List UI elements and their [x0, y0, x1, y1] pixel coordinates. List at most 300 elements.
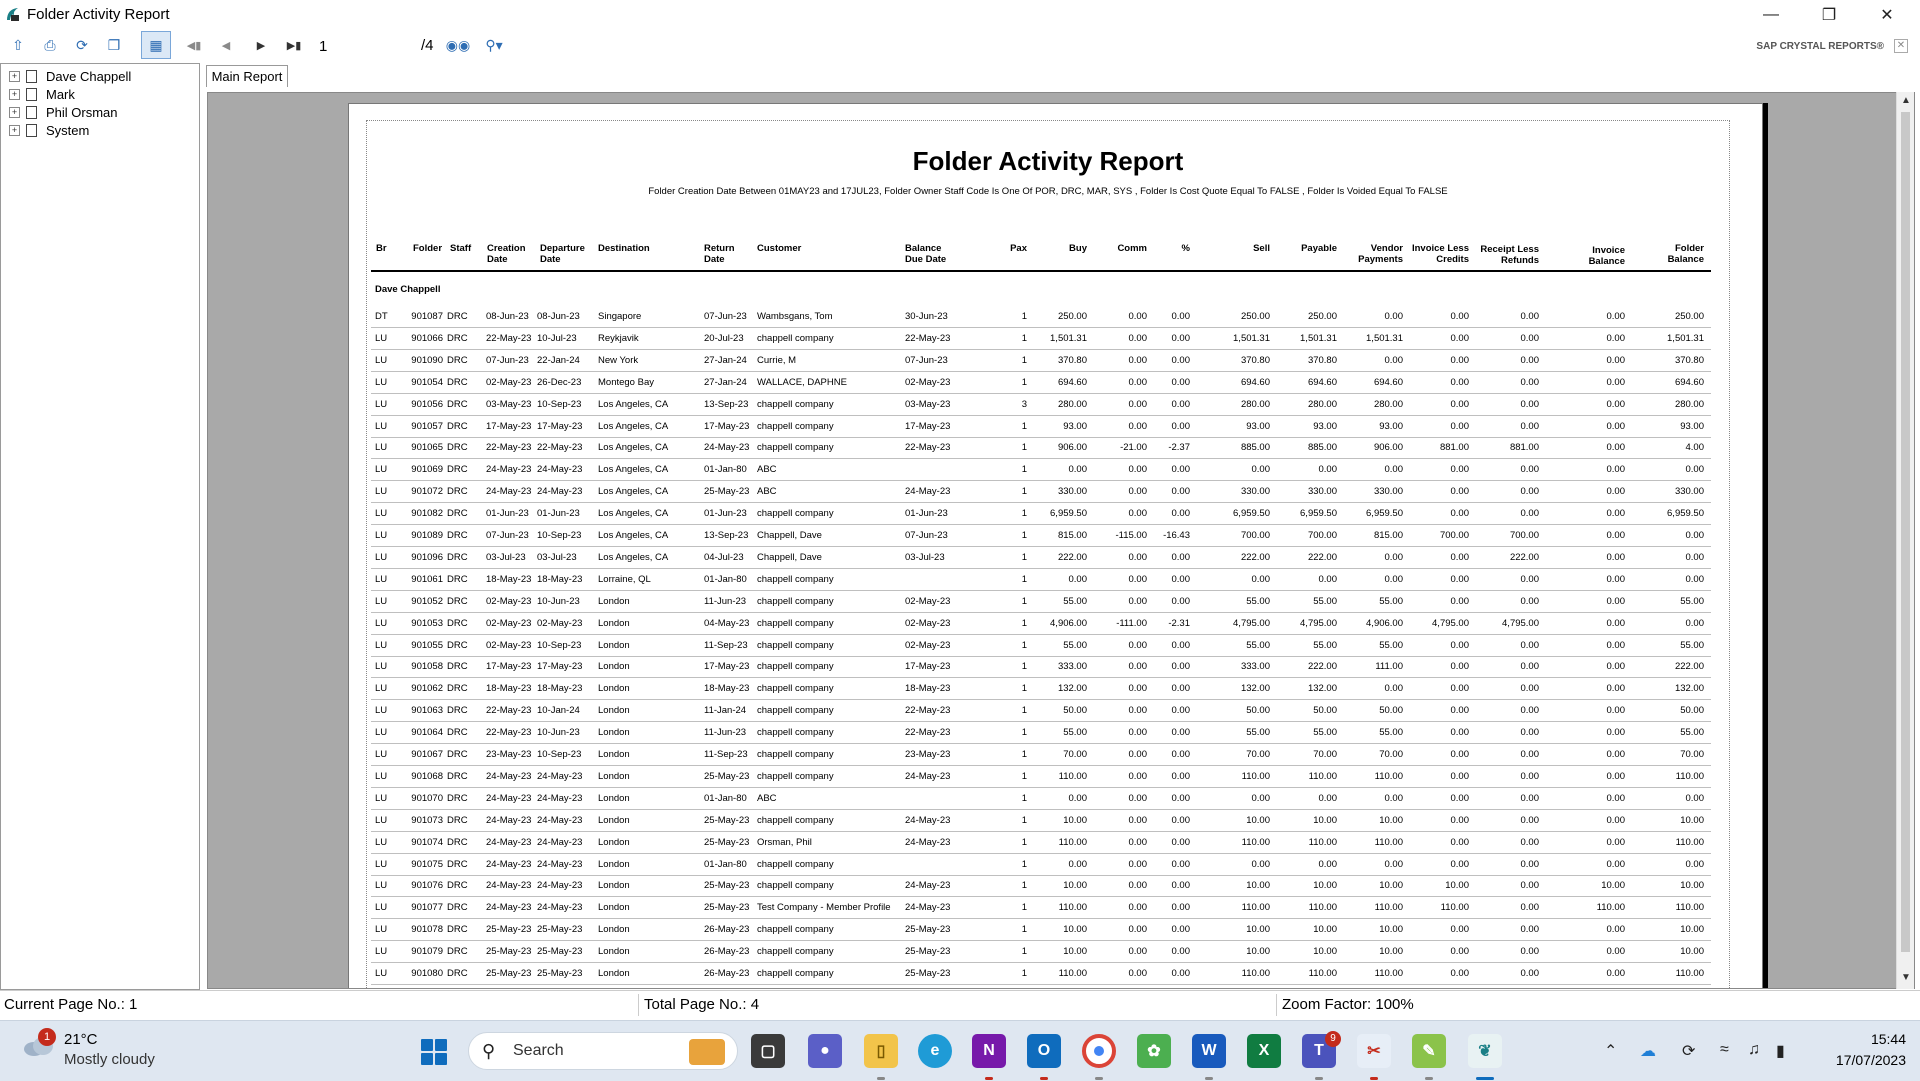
cell-creation-date: 02-May-23 [486, 376, 532, 388]
teams-icon[interactable]: T [1302, 1034, 1336, 1068]
cell-invoice-less-credits: 0.00 [1450, 968, 1469, 979]
table-row [371, 831, 1711, 854]
cell-br: LU [375, 332, 388, 344]
previous-page-icon[interactable]: ◀ [221, 39, 231, 52]
cell-destination: London [598, 792, 630, 804]
expand-icon[interactable]: + [9, 125, 20, 136]
col-header-line: Receipt Less [1480, 244, 1539, 255]
crystal-reports-taskbar-icon[interactable]: ❦ [1468, 1034, 1502, 1068]
cell-customer: Test Company - Member Profile [757, 902, 891, 914]
cell-invoice-balance: 0.00 [1606, 727, 1625, 739]
cell-staff: DRC [447, 683, 468, 695]
image-editor-icon[interactable]: ✎ [1412, 1034, 1446, 1068]
cell-balance-due-date: 02-May-23 [905, 617, 951, 629]
cell-payable: 110.00 [1308, 902, 1337, 914]
cell-staff: DRC [447, 749, 468, 760]
weather-badge: 1 [38, 1028, 56, 1046]
cell-destination: London [598, 705, 630, 717]
cell-folder-balance: 0.00 [1685, 792, 1704, 804]
cell-payable: 6,959.50 [1300, 508, 1337, 520]
copy-icon[interactable]: ❐ [107, 36, 121, 53]
cell-invoice-less-credits: 10.00 [1445, 880, 1469, 892]
cell-comm: 0.00 [1128, 332, 1147, 344]
cell-percent: 0.00 [1171, 661, 1190, 673]
cell-invoice-less-credits: 4,795.00 [1432, 617, 1469, 629]
cell-staff: DRC [447, 617, 468, 629]
group-header-name: Dave Chappell [375, 284, 441, 295]
cell-vendor-payments: 10.00 [1379, 946, 1403, 958]
cell-percent: 0.00 [1171, 486, 1190, 498]
header-divider [371, 270, 1711, 272]
cell-br: LU [375, 464, 388, 476]
table-row [371, 415, 1711, 438]
onenote-icon[interactable]: N [972, 1034, 1006, 1068]
cell-payable: 50.00 [1313, 705, 1337, 717]
cell-folder: 901082 [411, 508, 443, 520]
cell-balance-due-date: 22-May-23 [905, 332, 951, 344]
cell-balance-due-date: 24-May-23 [905, 836, 951, 848]
cell-departure-date: 18-May-23 [537, 573, 583, 585]
cell-folder-balance: 10.00 [1680, 814, 1704, 826]
cell-vendor-payments: 55.00 [1379, 595, 1403, 607]
cell-customer: chappell company [757, 705, 834, 717]
cell-pax: 1 [1021, 727, 1027, 739]
cell-receipt-less-refunds: 0.00 [1520, 946, 1539, 958]
refresh-icon[interactable]: ⟳ [76, 36, 88, 53]
sync-icon[interactable]: ⟳ [1682, 1043, 1696, 1060]
cell-staff: DRC [447, 442, 468, 454]
cell-departure-date: 01-Jun-23 [537, 508, 580, 520]
cell-departure-date: 24-May-23 [537, 486, 583, 498]
cell-buy: 280.00 [1057, 398, 1087, 410]
cell-folder: 901057 [411, 420, 443, 432]
cell-customer: Wambsgans, Tom [757, 311, 833, 322]
cell-customer: ABC [757, 792, 777, 804]
cell-staff: DRC [447, 573, 468, 585]
cell-return-date: 25-May-23 [704, 486, 750, 498]
cell-payable: 93.00 [1313, 420, 1337, 432]
cell-receipt-less-refunds: 0.00 [1520, 508, 1539, 520]
cell-customer: chappell company [757, 332, 834, 344]
cell-vendor-payments: 110.00 [1374, 968, 1403, 979]
table-row [371, 480, 1711, 503]
cell-buy: 4,906.00 [1050, 617, 1087, 629]
scroll-up-icon[interactable]: ▲ [1901, 95, 1911, 106]
cell-folder-balance: 55.00 [1680, 595, 1704, 607]
table-row [371, 590, 1711, 613]
cell-customer: chappell company [757, 727, 834, 739]
cell-departure-date: 24-May-23 [537, 836, 583, 848]
cell-vendor-payments: 906.00 [1373, 442, 1403, 454]
cell-return-date: 11-Sep-23 [704, 749, 748, 760]
status-bar [0, 990, 1920, 1020]
tree-item-label: Mark [46, 86, 75, 102]
cell-br: LU [375, 486, 388, 498]
cell-balance-due-date: 24-May-23 [905, 486, 951, 498]
print-icon[interactable]: ⎙ [44, 36, 56, 53]
cell-invoice-less-credits: 0.00 [1450, 946, 1469, 958]
cell-payable: 700.00 [1307, 530, 1337, 541]
cell-customer: chappell company [757, 573, 834, 585]
col-header-line: Departure [540, 243, 585, 254]
cell-br: LU [375, 617, 388, 629]
cell-return-date: 13-Sep-23 [704, 530, 749, 541]
cell-balance-due-date: 22-May-23 [905, 727, 951, 739]
cell-receipt-less-refunds: 0.00 [1520, 486, 1539, 498]
cell-comm: 0.00 [1128, 705, 1147, 717]
cell-staff: DRC [447, 420, 468, 432]
col-header-vendor-payments [1337, 243, 1403, 265]
cell-comm: 0.00 [1128, 464, 1147, 476]
cell-folder: 901052 [411, 595, 443, 607]
cell-departure-date: 17-May-23 [537, 420, 583, 432]
cell-percent: 0.00 [1171, 464, 1190, 476]
cell-payable: 10.00 [1313, 924, 1337, 936]
cell-balance-due-date: 24-May-23 [905, 902, 951, 914]
cell-comm: 0.00 [1128, 639, 1147, 651]
cell-comm: 0.00 [1128, 902, 1147, 914]
status-separator [638, 994, 639, 1016]
teams-badge: 9 [1325, 1031, 1341, 1047]
cell-vendor-payments: 694.60 [1373, 376, 1403, 388]
cell-folder-balance: 370.80 [1674, 354, 1704, 366]
word-icon[interactable]: W [1192, 1034, 1226, 1068]
file-explorer-icon[interactable]: ▯ [864, 1034, 898, 1068]
cell-departure-date: 22-Jan-24 [537, 354, 580, 366]
cell-customer: Chappell, Dave [757, 530, 822, 541]
cell-invoice-less-credits: 881.00 [1439, 442, 1469, 454]
cell-sell: 333.00 [1240, 661, 1270, 673]
edge-browser-icon[interactable]: e [918, 1034, 952, 1068]
expand-icon[interactable]: + [9, 107, 20, 118]
cell-creation-date: 22-May-23 [486, 442, 532, 454]
cell-comm: 0.00 [1128, 486, 1147, 498]
last-page-icon[interactable]: ▶▮ [286, 39, 302, 52]
cell-folder: 901078 [411, 924, 443, 936]
cell-br: LU [375, 683, 388, 695]
excel-icon[interactable]: X [1247, 1034, 1281, 1068]
cell-receipt-less-refunds: 881.00 [1509, 442, 1539, 454]
cell-sell: 93.00 [1246, 420, 1270, 432]
cell-balance-due-date: 03-May-23 [905, 398, 951, 410]
cell-folder-balance: 10.00 [1680, 946, 1704, 958]
next-page-icon[interactable]: ▶ [256, 39, 266, 52]
snipping-tool-icon[interactable]: ✂ [1357, 1034, 1391, 1068]
cell-vendor-payments: 10.00 [1379, 924, 1403, 936]
cell-creation-date: 02-May-23 [486, 617, 532, 629]
col-header-departure-date [540, 243, 585, 265]
cell-buy: 222.00 [1057, 551, 1087, 563]
table-row [371, 765, 1711, 788]
col-header-customer: Customer [757, 243, 802, 254]
cell-pax: 1 [1021, 858, 1027, 870]
close-view-icon[interactable]: ✕ [1894, 39, 1908, 53]
cell-sell: 280.00 [1240, 398, 1270, 410]
cell-vendor-payments: 0.00 [1384, 354, 1403, 366]
cell-folder-balance: 10.00 [1680, 924, 1704, 936]
battery-icon[interactable]: ▮ [1776, 1043, 1785, 1060]
cell-receipt-less-refunds: 0.00 [1520, 464, 1539, 476]
cell-departure-date: 22-May-23 [537, 442, 583, 454]
cell-payable: 0.00 [1318, 792, 1337, 804]
cell-return-date: 26-May-23 [704, 946, 750, 958]
cell-folder: 901072 [411, 486, 443, 498]
cell-percent: 0.00 [1171, 792, 1190, 804]
cell-folder: 901065 [411, 442, 443, 454]
cell-sell: 370.80 [1240, 354, 1270, 366]
table-row [371, 393, 1711, 416]
current-page-status: Current Page No.: 1 [4, 996, 138, 1013]
teams-chat-icon[interactable]: ● [808, 1034, 842, 1068]
cell-return-date: 25-May-23 [704, 814, 750, 826]
page-total-label: /4 [421, 37, 434, 54]
cell-buy: 132.00 [1057, 683, 1087, 695]
col-header-payable: Payable [1301, 243, 1337, 254]
cell-percent: 0.00 [1171, 332, 1190, 344]
cell-comm: 0.00 [1128, 376, 1147, 388]
cell-sell: 885.00 [1240, 442, 1270, 454]
clock-date[interactable]: 17/07/2023 [1835, 1052, 1906, 1068]
cell-creation-date: 17-May-23 [486, 420, 532, 432]
cell-destination: London [598, 683, 630, 695]
chrome-icon[interactable] [1082, 1034, 1116, 1068]
clock-time[interactable]: 15:44 [1870, 1031, 1906, 1047]
page-number-input[interactable] [317, 35, 418, 57]
col-header-percent: % [1181, 243, 1190, 254]
cell-invoice-less-credits: 0.00 [1450, 464, 1469, 476]
cell-return-date: 27-Jan-24 [704, 376, 747, 388]
cell-return-date: 01-Jan-80 [704, 792, 747, 804]
table-row [371, 896, 1711, 919]
outlook-icon[interactable]: O [1027, 1034, 1061, 1068]
cell-buy: 0.00 [1068, 464, 1087, 476]
col-header-receipt-less-refunds [1469, 244, 1539, 266]
cell-folder-balance: 0.00 [1685, 551, 1704, 563]
cell-percent: 0.00 [1171, 508, 1190, 520]
expand-icon[interactable]: + [9, 71, 20, 82]
cell-folder-balance: 70.00 [1680, 749, 1704, 760]
cell-receipt-less-refunds: 0.00 [1520, 968, 1539, 979]
cell-staff: DRC [447, 858, 468, 870]
cell-percent: 0.00 [1171, 727, 1190, 739]
cell-departure-date: 17-May-23 [537, 661, 583, 673]
scrollbar-thumb[interactable] [1901, 112, 1910, 952]
cell-customer: Chappell, Dave [757, 551, 822, 563]
cell-payable: 110.00 [1308, 836, 1337, 848]
tab-main-report[interactable]: Main Report [206, 65, 288, 87]
cell-pax: 1 [1021, 661, 1027, 673]
cell-folder: 901058 [411, 661, 443, 673]
cell-sell: 110.00 [1241, 770, 1270, 782]
cell-sell: 10.00 [1246, 880, 1270, 892]
cell-return-date: 25-May-23 [704, 902, 750, 914]
cell-folder-balance: 250.00 [1674, 311, 1704, 322]
col-header-staff: Staff [450, 243, 472, 254]
cell-folder-balance: 330.00 [1674, 486, 1704, 498]
toggle-group-tree-icon[interactable]: ▦ [141, 31, 171, 59]
cell-return-date: 25-May-23 [704, 880, 750, 892]
crystal-reports-app-icon [5, 6, 21, 22]
cell-vendor-payments: 110.00 [1374, 770, 1403, 782]
cell-payable: 694.60 [1307, 376, 1337, 388]
title-bar [0, 0, 1920, 29]
export-icon[interactable]: ⇧ [12, 36, 24, 53]
first-page-icon[interactable]: ◀▮ [186, 39, 202, 52]
cell-staff: DRC [447, 661, 468, 673]
cell-sell: 10.00 [1246, 946, 1270, 958]
cell-invoice-balance: 0.00 [1606, 705, 1625, 717]
cell-buy: 110.00 [1058, 902, 1087, 914]
cell-folder: 901064 [411, 727, 443, 739]
cell-percent: 0.00 [1171, 902, 1190, 914]
cell-payable: 885.00 [1307, 442, 1337, 454]
cell-balance-due-date: 30-Jun-23 [905, 311, 948, 322]
cell-payable: 55.00 [1313, 727, 1337, 739]
cell-folder: 901054 [411, 376, 443, 388]
table-row [371, 962, 1711, 985]
volume-icon[interactable]: ♫ [1748, 1041, 1760, 1058]
close-button[interactable]: ✕ [1880, 6, 1894, 24]
cell-destination: London [598, 880, 630, 892]
cell-folder-balance: 0.00 [1685, 858, 1704, 870]
col-header-sell: Sell [1253, 243, 1270, 254]
cell-percent: -2.31 [1168, 617, 1190, 629]
cell-pax: 1 [1021, 880, 1027, 892]
taskbar-search[interactable] [468, 1032, 738, 1070]
cell-sell: 55.00 [1246, 639, 1270, 651]
wifi-icon[interactable]: ≈ [1720, 1041, 1729, 1058]
tree-item-system[interactable] [9, 121, 89, 139]
cell-pax: 1 [1021, 464, 1027, 476]
tree-item-dave-chappell[interactable] [9, 67, 131, 85]
weather-temperature[interactable]: 21°C [64, 1031, 98, 1048]
col-header-invoice-less-credits [1403, 243, 1469, 265]
cell-folder-balance: 110.00 [1675, 836, 1704, 848]
cell-vendor-payments: 93.00 [1379, 420, 1403, 432]
cell-receipt-less-refunds: 0.00 [1520, 705, 1539, 717]
cell-staff: DRC [447, 398, 468, 410]
restore-button[interactable]: ❐ [1821, 6, 1837, 24]
cell-departure-date: 10-Sep-23 [537, 749, 582, 760]
cell-vendor-payments: 0.00 [1384, 311, 1403, 322]
cell-folder-balance: 50.00 [1680, 705, 1704, 717]
cell-pax: 1 [1021, 814, 1027, 826]
cell-percent: 0.00 [1171, 595, 1190, 607]
cell-return-date: 11-Sep-23 [704, 639, 748, 651]
cell-buy: 1,501.31 [1050, 332, 1087, 344]
table-row [371, 458, 1711, 481]
cell-customer: chappell company [757, 814, 834, 826]
cell-folder: 901080 [411, 968, 443, 979]
vertical-scrollbar[interactable] [1896, 92, 1914, 989]
cell-folder: 901089 [411, 530, 443, 541]
table-row [371, 699, 1711, 722]
cell-sell: 132.00 [1240, 683, 1270, 695]
cell-br: LU [375, 661, 388, 673]
cell-receipt-less-refunds: 0.00 [1520, 792, 1539, 804]
cell-buy: 0.00 [1068, 858, 1087, 870]
col-header-pax: Pax [1010, 243, 1027, 254]
expand-icon[interactable]: + [9, 89, 20, 100]
cell-vendor-payments: 4,906.00 [1366, 617, 1403, 629]
total-page-status: Total Page No.: 4 [644, 996, 760, 1013]
cell-sell: 0.00 [1251, 858, 1270, 870]
task-view-icon[interactable]: ▢ [751, 1034, 785, 1068]
cell-invoice-less-credits: 0.00 [1450, 639, 1469, 651]
cell-receipt-less-refunds: 0.00 [1520, 376, 1539, 388]
cell-customer: chappell company [757, 858, 834, 870]
cell-vendor-payments: 330.00 [1373, 486, 1403, 498]
cell-payable: 110.00 [1308, 968, 1337, 979]
cell-br: LU [375, 880, 388, 892]
cell-invoice-balance: 0.00 [1606, 924, 1625, 936]
cell-creation-date: 18-May-23 [486, 573, 532, 585]
cell-invoice-balance: 0.00 [1606, 814, 1625, 826]
cell-staff: DRC [447, 946, 468, 958]
cell-comm: 0.00 [1128, 880, 1147, 892]
cell-return-date: 04-May-23 [704, 617, 750, 629]
onedrive-icon[interactable]: ☁ [1640, 1043, 1656, 1060]
cell-invoice-balance: 0.00 [1606, 398, 1625, 410]
weather-description[interactable]: Mostly cloudy [64, 1051, 155, 1068]
toolbar [0, 29, 1920, 63]
cell-receipt-less-refunds: 0.00 [1520, 749, 1539, 760]
tree-item-phil-orsman[interactable] [9, 103, 118, 121]
cell-folder: 901062 [411, 683, 443, 695]
cell-receipt-less-refunds: 0.00 [1520, 639, 1539, 651]
cell-comm: 0.00 [1128, 354, 1147, 366]
col-header-creation-date [487, 243, 526, 265]
cell-departure-date: 10-Sep-23 [537, 639, 582, 651]
col-header-line: Date [487, 254, 508, 265]
cell-invoice-less-credits: 0.00 [1450, 376, 1469, 388]
cell-pax: 1 [1021, 749, 1027, 760]
report-subtitle: Folder Creation Date Between 01MAY23 and 17JUL23, Folder Owner Staff Code Is One Of POR, DRC, MAR, SYS , Folder Is Cost Quote Equal To FALSE , Folder Is Voided Equal To FALSE [648, 186, 1448, 197]
cell-invoice-less-credits: 0.00 [1450, 705, 1469, 717]
start-button[interactable] [421, 1039, 447, 1065]
minimize-button[interactable]: — [1763, 5, 1779, 23]
zoom-icon[interactable]: ⚲▾ [485, 36, 503, 53]
cell-creation-date: 02-May-23 [486, 595, 532, 607]
cell-departure-date: 24-May-23 [537, 770, 583, 782]
maps-app-icon[interactable]: ✿ [1137, 1034, 1171, 1068]
cell-folder: 901079 [411, 946, 443, 958]
cell-departure-date: 25-May-23 [537, 968, 583, 979]
cell-destination: Los Angeles, CA [598, 420, 669, 432]
cell-invoice-less-credits: 0.00 [1450, 486, 1469, 498]
cell-folder-balance: 0.00 [1685, 617, 1704, 629]
cell-receipt-less-refunds: 0.00 [1520, 354, 1539, 366]
cell-invoice-less-credits: 0.00 [1450, 508, 1469, 520]
cell-balance-due-date: 03-Jul-23 [905, 551, 945, 563]
tree-item-mark[interactable] [9, 85, 75, 103]
cell-pax: 1 [1021, 332, 1027, 344]
binoculars-search-icon[interactable]: ◉◉ [445, 36, 471, 53]
cell-customer: chappell company [757, 508, 834, 520]
cell-creation-date: 18-May-23 [486, 683, 532, 695]
cell-folder-balance: 93.00 [1680, 420, 1704, 432]
cell-pax: 1 [1021, 705, 1027, 717]
cell-folder: 901076 [411, 880, 443, 892]
cell-buy: 0.00 [1068, 792, 1087, 804]
cell-invoice-balance: 0.00 [1606, 311, 1625, 322]
col-header-line: Return [704, 243, 735, 254]
cell-br: LU [375, 968, 388, 979]
scroll-down-icon[interactable]: ▼ [1901, 972, 1911, 983]
cell-comm: 0.00 [1128, 398, 1147, 410]
cell-invoice-less-credits: 0.00 [1450, 727, 1469, 739]
chevron-up-icon[interactable]: ⌃ [1604, 1043, 1618, 1060]
